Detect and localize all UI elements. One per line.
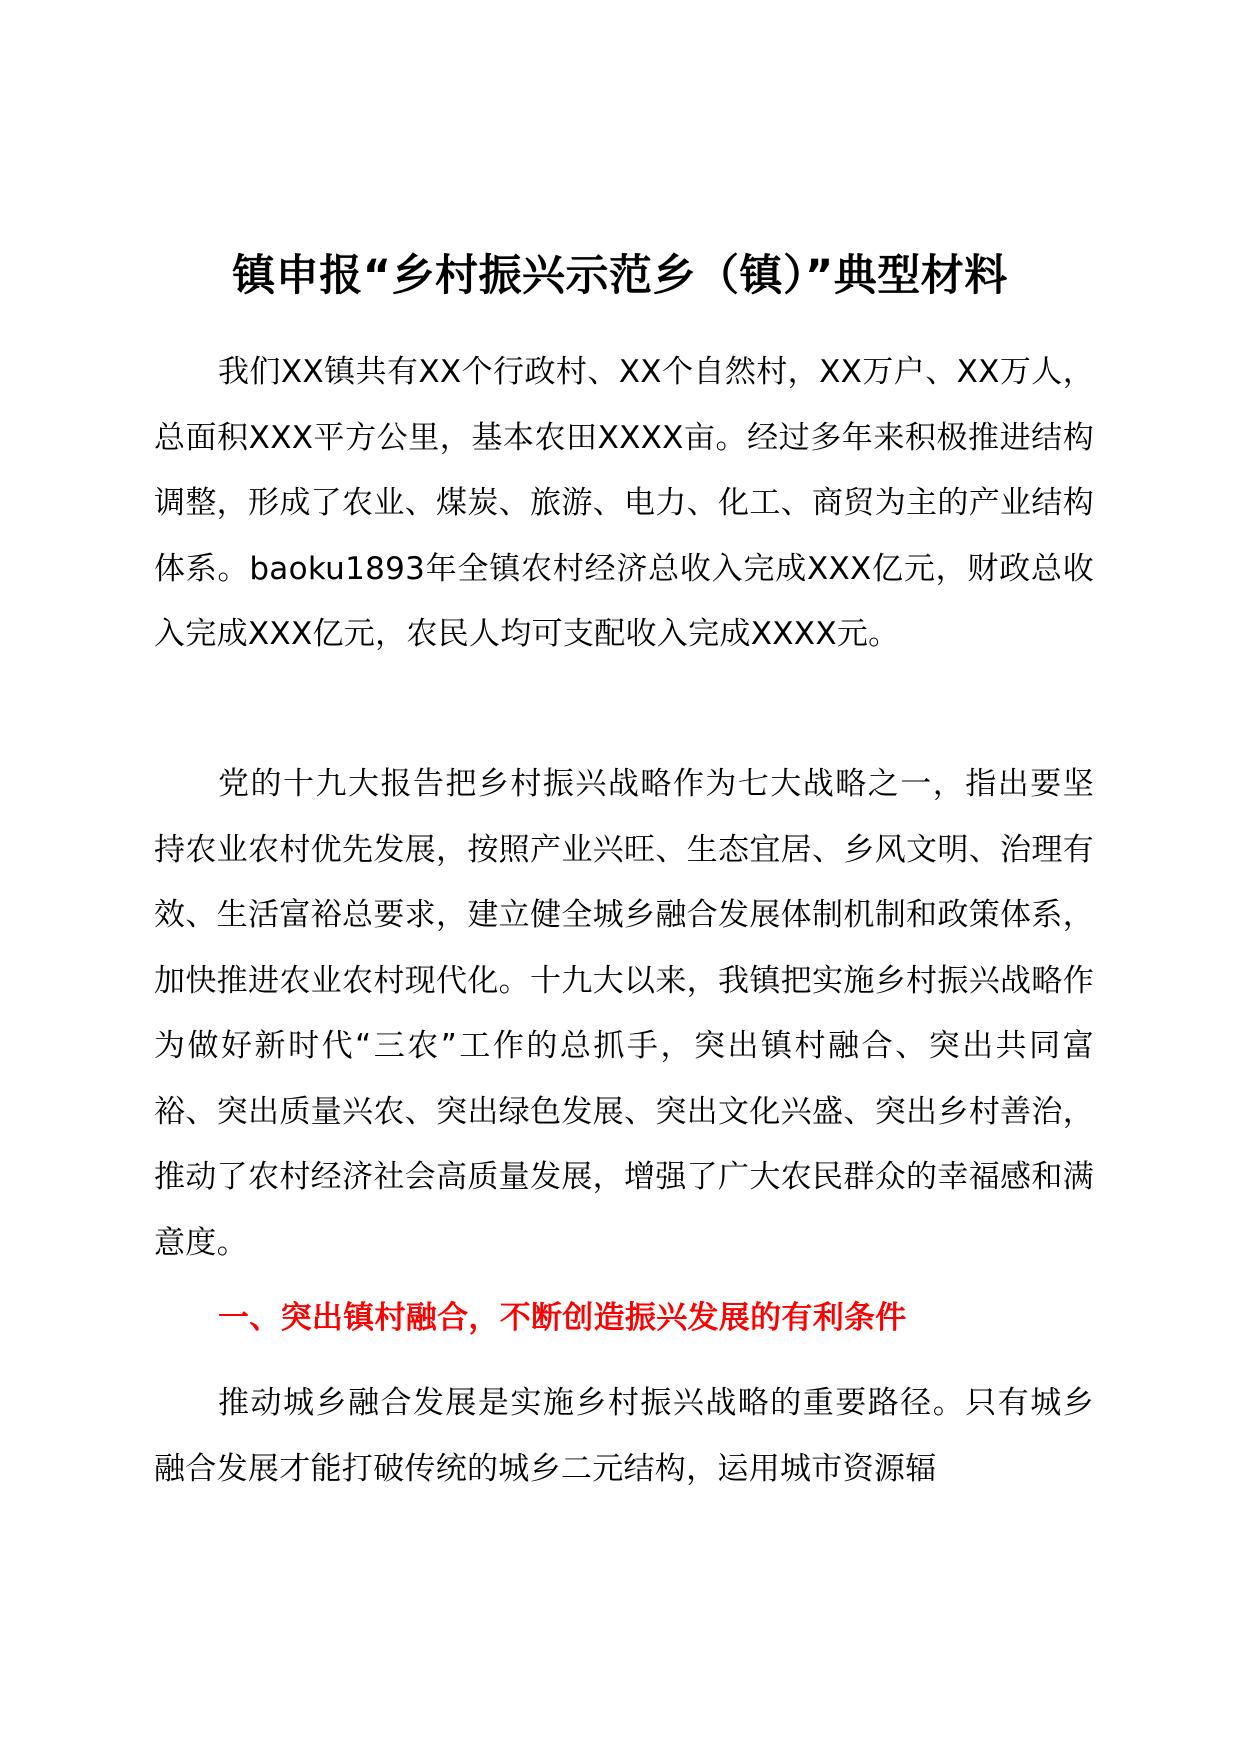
intro-paragraph: 我们XX镇共有XX个行政村、XX个自然村，XX万户、XX万人，总面积XXX平方公里，基本农田XXXX亩。经过多年来积极推进结构调整，形成了农业、煤炭、旅游、电力、化工、商贸为主的产业结构体系。baoku1893年全镇农村经济总收入完成XXX亿元，财政总收入完成XXX亿元，农民人均可支配收入完成XXXX元。 bbox=[154, 354, 1094, 652]
document-title: 镇申报“乡村振兴示范乡（镇）”典型材料 bbox=[232, 251, 1008, 301]
strategy-paragraph: 党的十九大报告把乡村振兴战略作为七大战略之一，指出要坚持农业农村优先发展，按照产业兴旺、生态宜居、乡风文明、治理有效、生活富裕总要求，建立健全城乡融合发展体制机制和政策体系，加快推进农业农村现代化。十九大以来，我镇把实施乡村振兴战略作为做好新时代“三农”工作的总抓手，突出镇村融合、突出共同富裕、突出质量兴农、突出绿色发展、突出文化兴盛、突出乡村善治，推动了农村经济社会高质量发展，增强了广大农民群众的幸福感和满意度。 bbox=[154, 766, 1094, 1261]
section-paragraph: 推动城乡融合发展是实施乡村振兴战略的重要路径。只有城乡融合发展才能打破传统的城乡二元结构，运用城市资源辐 bbox=[154, 1385, 1094, 1487]
section-heading: 一、突出镇村融合，不断创造振兴发展的有利条件 bbox=[218, 1300, 907, 1336]
